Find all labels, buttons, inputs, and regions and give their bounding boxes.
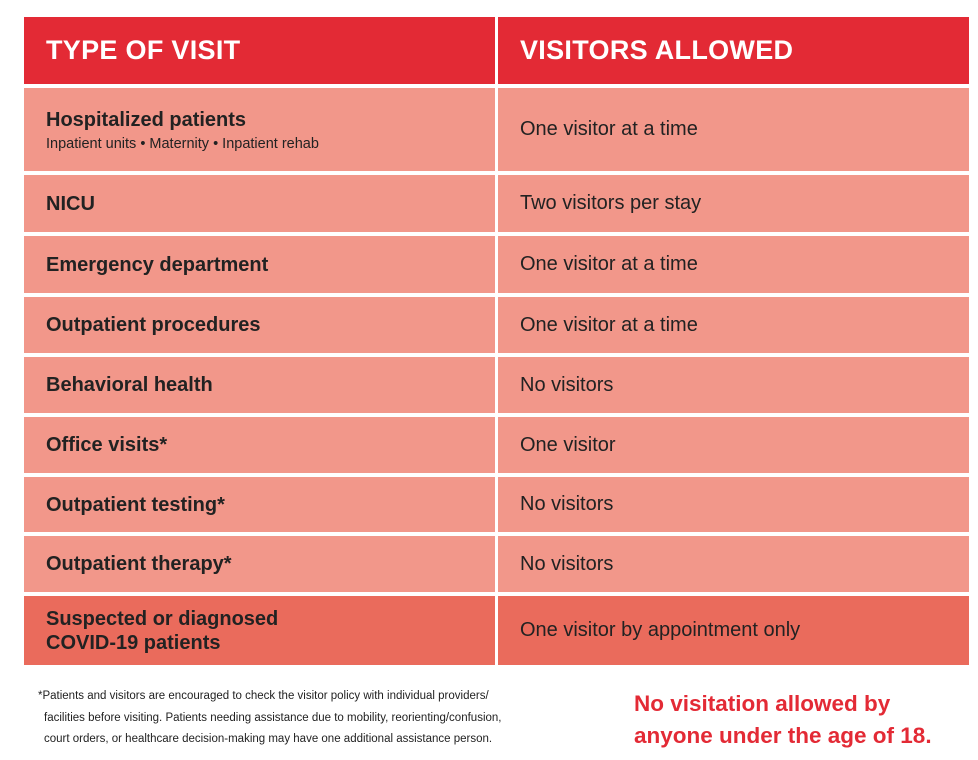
visit-type: Outpatient testing* xyxy=(24,477,495,532)
visitors-allowed: No visitors xyxy=(498,357,969,413)
visitors-allowed: One visitor at a time xyxy=(498,297,969,353)
age-warning xyxy=(634,688,932,752)
visitors-allowed: No visitors xyxy=(498,477,969,532)
visit-type: Emergency department xyxy=(24,236,495,293)
footnote-line: *Patients and visitors are encouraged to check the visitor policy with individual providers/ xyxy=(38,690,489,702)
warning-line: anyone under the age of 18. xyxy=(634,723,932,748)
footnote-line: court orders, or healthcare decision-making may have one additional assistance person. xyxy=(44,733,493,745)
visit-type: Outpatient procedures xyxy=(24,297,495,353)
visit-type-line2: COVID-19 patients xyxy=(46,631,221,654)
visitors-allowed: One visitor by appointment only xyxy=(498,596,969,665)
visit-type: Outpatient therapy* xyxy=(24,536,495,592)
visitor-policy-table xyxy=(24,17,968,665)
visitors-allowed: Two visitors per stay xyxy=(498,175,969,232)
warning-line: No visitation allowed by xyxy=(634,691,891,716)
visit-type-line1: Suspected or diagnosed xyxy=(46,607,279,630)
visitors-allowed: No visitors xyxy=(498,536,969,592)
header-type-of-visit: TYPE OF VISIT xyxy=(24,17,495,84)
visitors-allowed: One visitor at a time xyxy=(498,236,969,293)
footnote-line: facilities before visiting. Patients needing assistance due to mobility, reorienting/confusion, xyxy=(44,711,502,724)
visit-subtitle: Inpatient units • Maternity • Inpatient rehab xyxy=(46,135,319,152)
visitors-allowed: One visitor at a time xyxy=(498,88,969,171)
header-visitors-allowed: VISITORS ALLOWED xyxy=(498,17,969,84)
footnote xyxy=(38,686,598,751)
visit-type: Office visits* xyxy=(24,417,495,473)
visit-type: Hospitalized patients xyxy=(46,108,247,131)
row-type-cell-covid xyxy=(24,596,495,665)
visitors-allowed: One visitor xyxy=(498,417,969,473)
visit-type: NICU xyxy=(24,175,495,232)
visit-type: Behavioral health xyxy=(24,357,495,413)
row-type-cell xyxy=(24,88,495,171)
